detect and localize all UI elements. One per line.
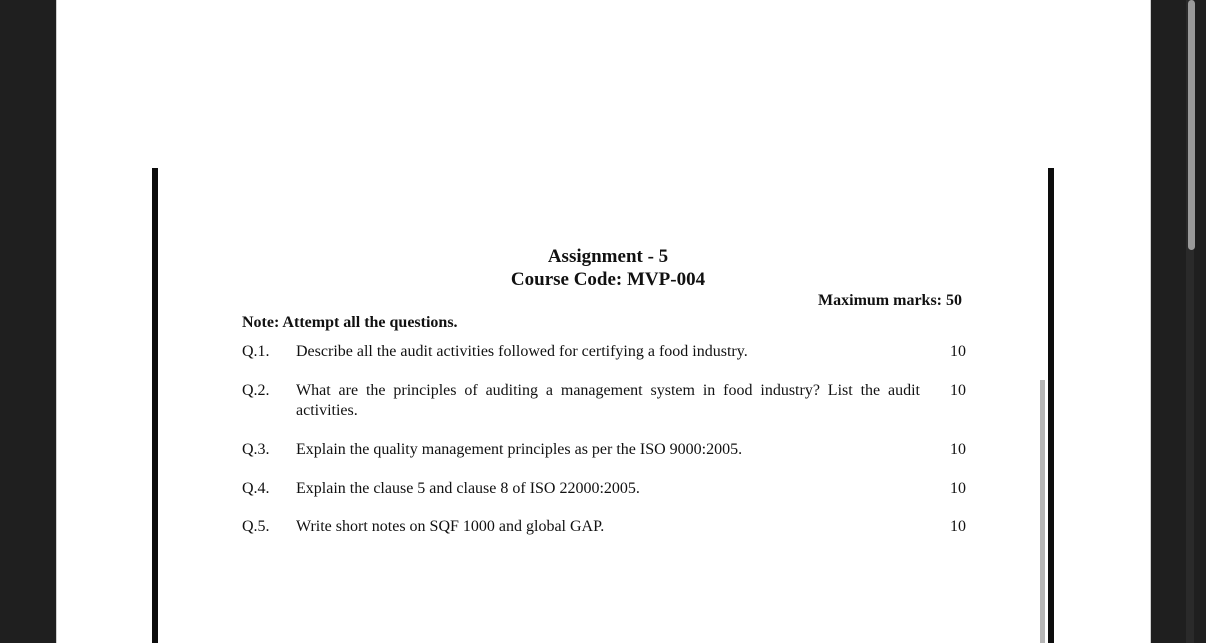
question-marks: 10 <box>950 343 966 360</box>
question-text: Write short notes on SQF 1000 and global GAP. <box>296 518 605 535</box>
question-text: What are the principles of auditing a management system in food industry? List the audit activities. <box>296 382 920 419</box>
question-text: Explain the clause 5 and clause 8 of ISO 22000:2005. <box>296 480 640 497</box>
question-number: Q.1. <box>242 343 270 360</box>
question-marks: 10 <box>950 480 966 497</box>
question-text: Describe all the audit activities followed for certifying a food industry. <box>296 343 748 360</box>
question-number: Q.4. <box>242 480 270 497</box>
embedded-document-page <box>152 168 1054 643</box>
question-text: Explain the quality management principles as per the ISO 9000:2005. <box>296 441 743 458</box>
question-marks: 10 <box>950 382 966 399</box>
document-content <box>158 168 1048 643</box>
instructions-note: Note: Attempt all the questions. <box>242 314 458 331</box>
question-marks: 10 <box>950 518 966 535</box>
question-number: Q.5. <box>242 518 270 535</box>
scrollbar-thumb[interactable] <box>1188 0 1195 250</box>
question-number: Q.3. <box>242 441 270 458</box>
maximum-marks: Maximum marks: 50 <box>818 292 962 309</box>
assignment-title: Assignment - 5 <box>547 246 669 267</box>
question-number: Q.2. <box>242 382 270 399</box>
question-marks: 10 <box>950 441 966 458</box>
inner-scrollbar[interactable] <box>1040 380 1045 643</box>
course-code: Course Code: MVP-004 <box>510 269 706 290</box>
